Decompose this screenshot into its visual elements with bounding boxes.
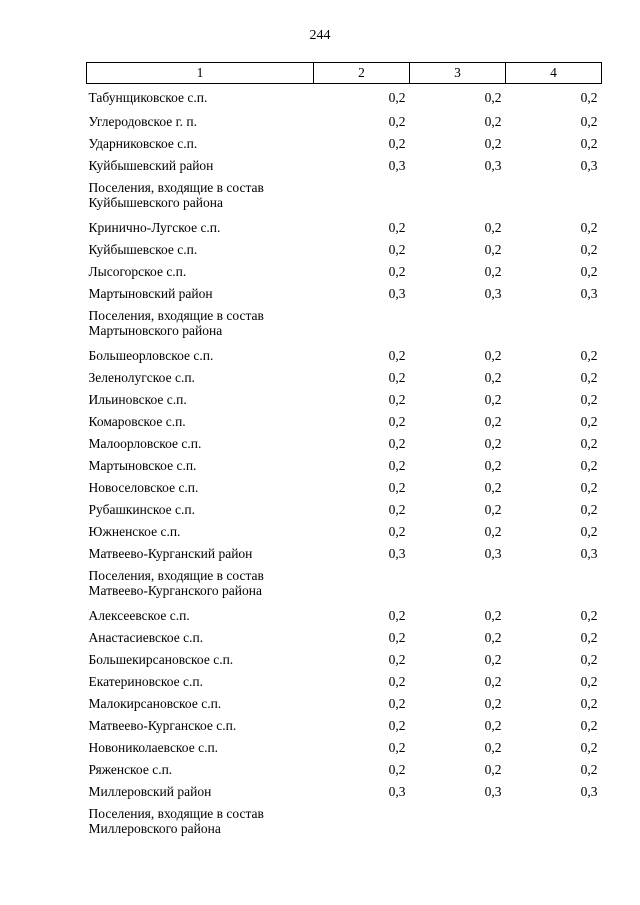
cell-value-col3: 0,2: [484, 501, 502, 517]
table-row: [87, 476, 602, 498]
row-name: Малокирсановское с.п.: [88, 695, 222, 711]
row-name: Табунщиковское с.п.: [88, 90, 208, 105]
cell-value-col2: 0,2: [388, 219, 406, 235]
cell-value-col3: 0,2: [484, 457, 502, 473]
table-row: [87, 84, 602, 110]
cell-value-col4: [506, 802, 602, 842]
cell-value-col3: 0,2: [484, 219, 502, 235]
cell-value-col4: 0,2: [580, 457, 598, 473]
cell-value-col2: [314, 564, 410, 604]
cell-value-col2: 0,2: [388, 739, 406, 755]
row-name: Южненское с.п.: [88, 523, 181, 539]
cell-value-col4: 0,2: [580, 501, 598, 517]
cell-value-col3: 0,2: [484, 607, 502, 623]
cell-value-col3: 0,2: [484, 90, 502, 105]
table-row: [87, 216, 602, 238]
cell-value-col3: 0,2: [484, 673, 502, 689]
cell-value-col3: [410, 802, 506, 842]
cell-value-col4: 0,2: [580, 369, 598, 385]
cell-value-col4: 0,2: [580, 263, 598, 279]
table-row: [87, 542, 602, 564]
column-header: 4: [506, 63, 602, 84]
cell-value-col3: 0,3: [484, 545, 502, 561]
cell-value-col2: 0,2: [388, 629, 406, 645]
cell-value-col2: 0,2: [388, 135, 406, 151]
cell-value-col4: 0,2: [580, 523, 598, 539]
cell-value-col2: [314, 802, 410, 842]
cell-value-col4: 0,2: [580, 347, 598, 363]
cell-value-col4: 0,2: [580, 241, 598, 257]
cell-value-col2: 0,2: [388, 369, 406, 385]
table-row: [87, 154, 602, 176]
cell-value-col4: [506, 564, 602, 604]
table-row: [87, 714, 602, 736]
cell-value-col3: 0,2: [484, 263, 502, 279]
cell-value-col2: 0,2: [388, 717, 406, 733]
cell-value-col3: 0,2: [484, 135, 502, 151]
cell-value-col4: 0,2: [580, 391, 598, 407]
row-name: Новоселовское с.п.: [88, 479, 199, 495]
cell-value-col4: 0,2: [580, 761, 598, 777]
row-name: Комаровское с.п.: [88, 413, 186, 429]
cell-value-col2: 0,2: [388, 523, 406, 539]
cell-value-col4: 0,2: [580, 135, 598, 151]
row-name: Зеленолугское с.п.: [88, 369, 195, 385]
cell-value-col4: 0,2: [580, 413, 598, 429]
cell-value-col4: 0,2: [580, 651, 598, 667]
table-row: [87, 132, 602, 154]
row-name: Новониколаевское с.п.: [88, 739, 219, 755]
table-row: [87, 454, 602, 476]
data-table: [86, 62, 602, 842]
cell-value-col4: 0,2: [580, 479, 598, 495]
row-name: Поселения, входящие в состав Куйбышевского района: [88, 179, 264, 210]
cell-value-col2: [314, 176, 410, 216]
column-header: 2: [314, 63, 410, 84]
cell-value-col3: 0,2: [484, 113, 502, 129]
table-row: [87, 780, 602, 802]
cell-value-col2: 0,2: [388, 413, 406, 429]
table-row: [87, 648, 602, 670]
table-group-row: [87, 304, 602, 344]
cell-value-col4: 0,2: [580, 629, 598, 645]
column-header: 3: [410, 63, 506, 84]
table-row: [87, 758, 602, 780]
cell-value-col3: 0,2: [484, 347, 502, 363]
cell-value-col2: 0,3: [388, 545, 406, 561]
row-name: Поселения, входящие в состав Мартыновского района: [88, 307, 264, 338]
table-row: [87, 410, 602, 432]
table-row: [87, 366, 602, 388]
row-name: Ряженское с.п.: [88, 761, 173, 777]
cell-value-col3: 0,2: [484, 651, 502, 667]
table-row: [87, 520, 602, 542]
cell-value-col2: 0,2: [388, 651, 406, 667]
cell-value-col3: [410, 304, 506, 344]
row-name: Кринично-Лугское с.п.: [88, 219, 221, 235]
table-group-row: [87, 802, 602, 842]
row-name: Алексеевское с.п.: [88, 607, 190, 623]
cell-value-col4: 0,2: [580, 435, 598, 451]
cell-value-col2: 0,2: [388, 347, 406, 363]
cell-value-col4: 0,3: [580, 545, 598, 561]
cell-value-col4: 0,2: [580, 113, 598, 129]
cell-value-col2: 0,2: [388, 607, 406, 623]
cell-value-col2: 0,3: [388, 157, 406, 173]
cell-value-col2: 0,2: [388, 457, 406, 473]
cell-value-col2: 0,2: [388, 479, 406, 495]
cell-value-col3: 0,3: [484, 783, 502, 799]
cell-value-col2: 0,2: [388, 435, 406, 451]
cell-value-col3: 0,2: [484, 761, 502, 777]
cell-value-col3: 0,2: [484, 369, 502, 385]
table-row: [87, 670, 602, 692]
row-name: Поселения, входящие в состав Миллеровского района: [88, 805, 264, 836]
cell-value-col3: 0,2: [484, 479, 502, 495]
row-name: Куйбышевское с.п.: [88, 241, 198, 257]
row-name: Ильиновское с.п.: [88, 391, 187, 407]
cell-value-col2: 0,3: [388, 783, 406, 799]
cell-value-col4: [506, 176, 602, 216]
cell-value-col2: 0,2: [388, 113, 406, 129]
row-name: Куйбышевский район: [88, 157, 214, 173]
table-row: [87, 238, 602, 260]
row-name: Мартыновское с.п.: [88, 457, 197, 473]
row-name: Малоорловское с.п.: [88, 435, 202, 451]
table-row: [87, 692, 602, 714]
cell-value-col3: [410, 176, 506, 216]
cell-value-col3: 0,2: [484, 523, 502, 539]
cell-value-col4: 0,2: [580, 695, 598, 711]
row-name: Углеродовское г. п.: [88, 113, 197, 129]
cell-value-col4: 0,2: [580, 607, 598, 623]
cell-value-col3: 0,3: [484, 157, 502, 173]
cell-value-col3: 0,2: [484, 391, 502, 407]
cell-value-col2: 0,2: [388, 501, 406, 517]
table-row: [87, 344, 602, 366]
table-group-row: [87, 564, 602, 604]
table-header-row: [87, 63, 602, 84]
row-name: Рубашкинское с.п.: [88, 501, 195, 517]
cell-value-col2: [314, 304, 410, 344]
table-body: [87, 84, 602, 842]
row-name: Лысогорское с.п.: [88, 263, 187, 279]
table-row: [87, 604, 602, 626]
row-name: Анастасиевское с.п.: [88, 629, 204, 645]
cell-value-col4: 0,2: [580, 717, 598, 733]
cell-value-col2: 0,2: [388, 695, 406, 711]
cell-value-col2: 0,2: [388, 761, 406, 777]
cell-value-col4: 0,3: [580, 285, 598, 301]
cell-value-col3: 0,2: [484, 413, 502, 429]
cell-value-col2: 0,3: [388, 285, 406, 301]
table-row: [87, 432, 602, 454]
cell-value-col3: 0,2: [484, 241, 502, 257]
cell-value-col4: 0,2: [580, 90, 598, 105]
cell-value-col3: 0,2: [484, 435, 502, 451]
cell-value-col3: 0,2: [484, 695, 502, 711]
cell-value-col4: [506, 304, 602, 344]
cell-value-col2: 0,2: [388, 263, 406, 279]
cell-value-col4: 0,2: [580, 219, 598, 235]
table-row: [87, 626, 602, 648]
page-number: 244: [309, 28, 331, 43]
table-row: [87, 498, 602, 520]
cell-value-col4: 0,3: [580, 157, 598, 173]
table-row: [87, 388, 602, 410]
row-name: Большекирсановское с.п.: [88, 651, 234, 667]
cell-value-col2: 0,2: [388, 391, 406, 407]
cell-value-col3: 0,3: [484, 285, 502, 301]
table-row: [87, 110, 602, 132]
row-name: Матвеево-Курганское с.п.: [88, 717, 237, 733]
cell-value-col2: 0,2: [388, 241, 406, 257]
row-name: Миллеровский район: [88, 783, 212, 799]
cell-value-col4: 0,3: [580, 783, 598, 799]
row-name: Большеорловское с.п.: [88, 347, 214, 363]
table-row: [87, 282, 602, 304]
row-name: Екатериновское с.п.: [88, 673, 203, 689]
cell-value-col4: 0,2: [580, 673, 598, 689]
cell-value-col3: 0,2: [484, 739, 502, 755]
table-group-row: [87, 176, 602, 216]
column-header: 1: [87, 63, 314, 84]
cell-value-col3: 0,2: [484, 629, 502, 645]
cell-value-col3: [410, 564, 506, 604]
row-name: Поселения, входящие в состав Матвеево-Курганского района: [88, 567, 264, 598]
cell-value-col4: 0,2: [580, 739, 598, 755]
cell-value-col2: 0,2: [388, 90, 406, 105]
table-row: [87, 260, 602, 282]
row-name: Мартыновский район: [88, 285, 213, 301]
row-name: Ударниковское с.п.: [88, 135, 198, 151]
row-name: Матвеево-Курганский район: [88, 545, 253, 561]
cell-value-col2: 0,2: [388, 673, 406, 689]
table-row: [87, 736, 602, 758]
cell-value-col3: 0,2: [484, 717, 502, 733]
